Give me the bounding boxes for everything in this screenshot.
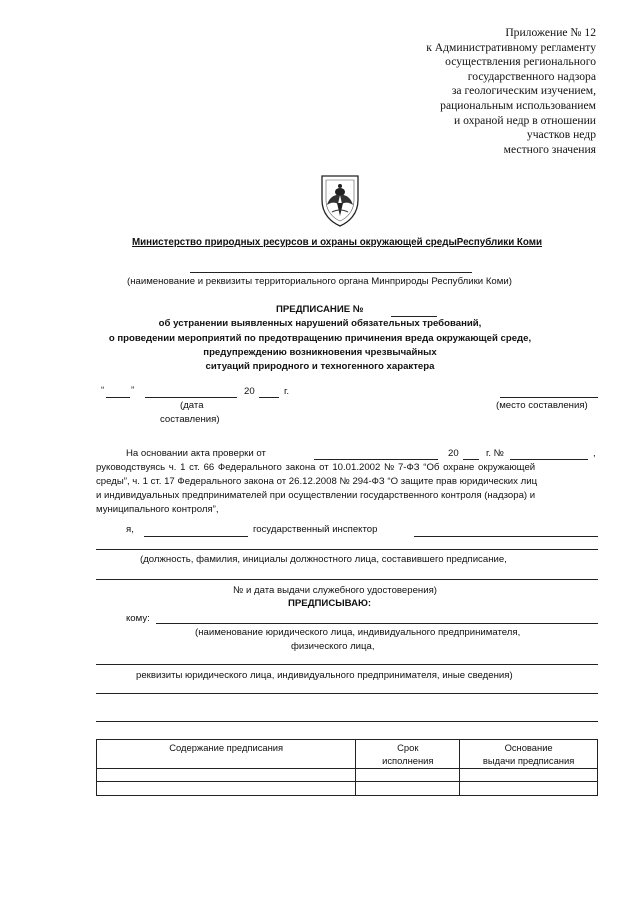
body-text-line: руководствуясь ч. 1 ст. 66 Федерального закона от 10.01.2002 № 7-ФЗ “Об охране окружающей	[96, 462, 536, 473]
table-cell[interactable]	[97, 769, 356, 782]
date-day-line[interactable]	[106, 397, 130, 398]
table-cell[interactable]	[97, 782, 356, 796]
header-basis-2: выдачи предписания	[482, 755, 575, 766]
place-line[interactable]	[500, 397, 598, 398]
entity-line[interactable]	[96, 664, 598, 665]
place-caption: (место составления)	[496, 400, 588, 411]
table-header-cell	[356, 740, 460, 769]
coat-of-arms-emblem	[316, 172, 364, 228]
appendix-line: осуществления регионального	[445, 55, 596, 69]
date-caption: (дата	[180, 400, 204, 411]
to-label: кому:	[126, 613, 150, 624]
id-line[interactable]	[96, 579, 598, 580]
act-year-prefix: 20	[448, 448, 459, 459]
body-text-line: среды”, ч. 1 ст. 17 Федерального закона от 26.12.2008 № 294-ФЗ “О защите прав юридических лиц	[96, 476, 538, 487]
appendix-line: Приложение № 12	[505, 26, 596, 39]
prescription-number-line[interactable]	[391, 316, 437, 317]
ministry-name: Министерство природных ресурсов и охраны окружающей средыРеспублики Коми	[132, 237, 543, 248]
prescription-table	[96, 739, 598, 796]
org-name-line[interactable]	[190, 272, 472, 273]
details-caption: реквизиты юридического лица, индивидуального предпринимателя, иные сведения)	[136, 670, 513, 681]
appendix-line: государственного надзора	[467, 69, 596, 83]
table-row	[97, 769, 598, 782]
prescription-title: ПРЕДПИСАНИЕ №	[276, 304, 364, 315]
appendix-line: за геологическим изучением,	[451, 84, 596, 98]
table-cell[interactable]	[356, 769, 460, 782]
body-text-line: и индивидуальных предпринимателей при осуществлении государственного контроля (надзора) и	[96, 490, 536, 501]
table-row	[97, 782, 598, 796]
table-header-row	[97, 740, 598, 769]
details-line-2[interactable]	[96, 721, 598, 722]
act-number-line[interactable]	[510, 459, 588, 460]
title-line: предупреждению возникновения чрезвычайных	[203, 347, 437, 358]
appendix-line: к Административному регламенту	[426, 40, 596, 54]
act-comma: ,	[593, 448, 596, 459]
table-cell[interactable]	[356, 782, 460, 796]
table-cell[interactable]	[460, 769, 598, 782]
header-content: Содержание предписания	[169, 742, 284, 753]
act-year-line[interactable]	[463, 459, 479, 460]
appendix-header	[360, 26, 596, 157]
body-text-line: муниципального контроля”,	[96, 504, 219, 515]
date-quote-open: “	[101, 385, 105, 396]
entity-caption: (наименование юридического лица, индивидуального предпринимателя,	[195, 627, 521, 638]
inspector-prefix: я,	[126, 524, 134, 535]
header-basis: Основание	[504, 742, 553, 753]
position-line[interactable]	[96, 549, 598, 550]
date-year-line[interactable]	[259, 397, 279, 398]
position-caption: (должность, фамилия, инициалы должностного лица, составившего предписание,	[140, 554, 507, 565]
title-line: о проведении мероприятий по предотвращению причинения вреда окружающей среде,	[108, 333, 532, 344]
date-year-prefix: 20	[244, 386, 255, 397]
table-header-cell	[460, 740, 598, 769]
details-line-1[interactable]	[96, 693, 598, 694]
act-date-line[interactable]	[314, 459, 438, 460]
act-prefix: На основании акта проверки от	[126, 448, 266, 459]
org-caption: (наименование и реквизиты территориального органа Минприроды Республики Коми)	[127, 276, 512, 287]
header-term-2: исполнения	[382, 755, 434, 766]
appendix-line: и охраной недр в отношении	[453, 113, 596, 127]
table-cell[interactable]	[460, 782, 598, 796]
title-line: об устранении выявленных нарушений обязательных требований,	[158, 318, 482, 329]
appendix-line: участков недр	[526, 128, 596, 142]
prescribe-heading: ПРЕДПИСЫВАЮ:	[288, 598, 372, 609]
date-caption: составления)	[160, 414, 220, 425]
act-number-label: г. №	[486, 448, 504, 459]
inspector-name-line[interactable]	[414, 536, 598, 537]
title-line: ситуаций природного и техногенного характера	[205, 361, 435, 372]
table-header-cell	[97, 740, 356, 769]
date-month-line[interactable]	[145, 397, 237, 398]
entity-caption: физического лица,	[291, 641, 375, 652]
date-year-suffix: г.	[284, 386, 289, 397]
appendix-line: местного значения	[503, 142, 596, 156]
inspector-label: государственный инспектор	[253, 524, 378, 535]
id-caption: № и дата выдачи служебного удостоверения)	[233, 585, 437, 596]
recipient-line[interactable]	[156, 623, 598, 624]
appendix-line: рациональным использованием	[440, 98, 596, 112]
header-term: Срок	[397, 742, 419, 753]
date-quote-close: ”	[131, 385, 135, 396]
inspector-blank-line[interactable]	[144, 536, 248, 537]
